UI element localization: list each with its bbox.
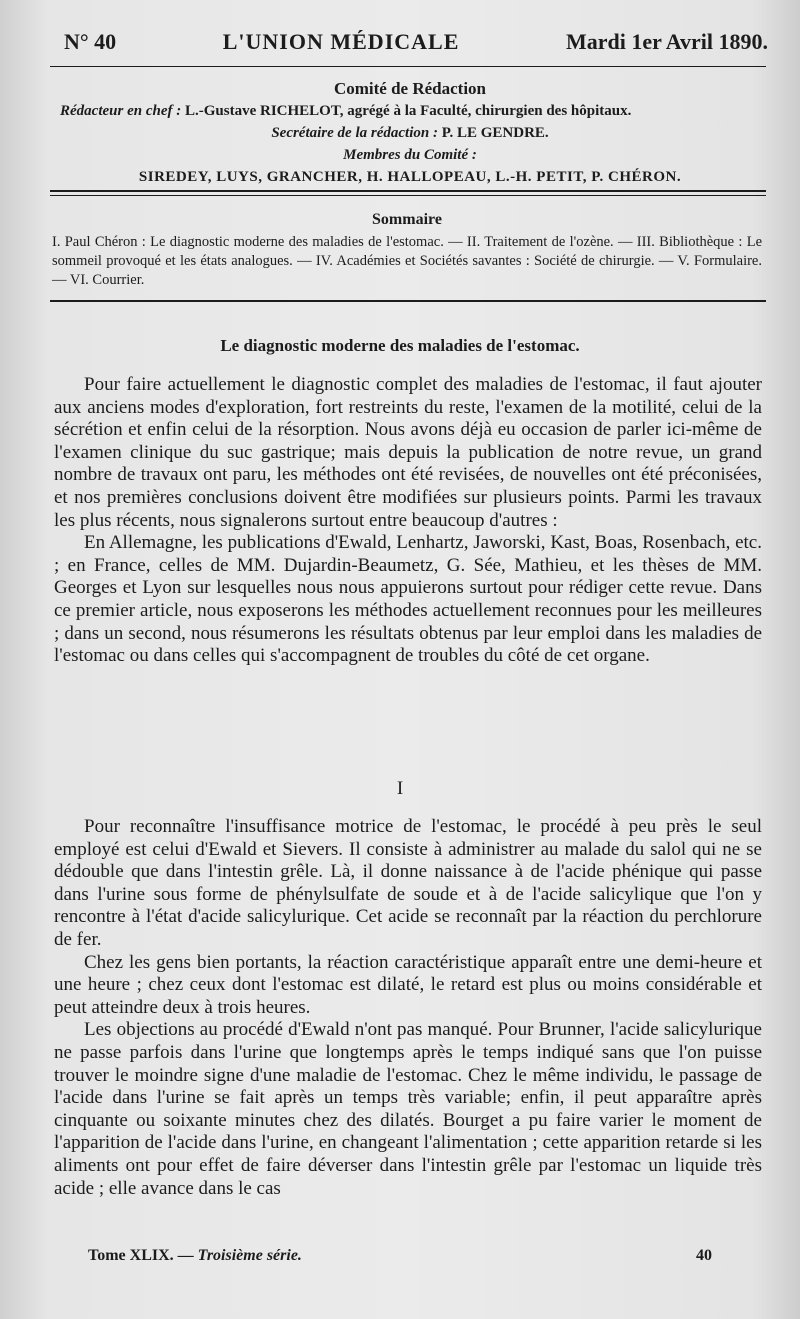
article-section-body [54,816,762,1200]
committee-block [60,78,760,188]
committee-title: Comité de Rédaction [333,79,487,98]
page-number: 40 [696,1247,712,1264]
paragraph: Les objections au procédé d'Ewald n'ont pas manqué. Pour Brunner, l'acide salicylurique ne passe parfois dans l'urine que longtemps après le temps indiqué sans que l'on puisse trouver le moindre signe d'une maladie de l'estomac. Chez le même individu, le passage de l'acide dans l'urine se fait après un temps très variable; enfin, il peut apparaître après cinquante ou soixante minutes chez des dilatés. Bourget a pu faire varier le moment de l'apparition de l'acide dans l'urine, en changeant l'alimentation ; cette apparition retarde si les aliments ont pour effet de faire déverser dans l'intestin grêle par l'estomac un liquide très acide ; elle avance dans le cas [54,1019,762,1199]
chef-label: Rédacteur en chef : [60,103,182,119]
issue-number: N° 40 [64,29,117,54]
secretaire-name: P. LE GENDRE. [441,125,549,141]
tome-label: Tome XLIX. — [88,1247,194,1264]
sommaire-title: Sommaire [372,211,442,228]
committee-rule-top [50,190,766,192]
paragraph: Pour faire actuellement le diagnostic complet des maladies de l'estomac, il faut ajouter aux anciens modes d'exploration, fort restreints du reste, l'examen de la motilité, celui de la sécrétion et enfin celui de la résorption. Nous avons déjà eu occasion de parler ici-même de l'examen clinique du suc gastrique; mais depuis la publication de notre revue, un grand nombre de travaux ont paru, les méthodes ont été revisées, de nouvelles ont été préconisées, et nos premières conclusions doivent être modifiées sur plusieurs points. Parmi les travaux les plus récents, nous signalerons surtout entre beaucoup d'autres : [54,374,762,531]
chef-line [60,100,760,122]
serie-label: Troisième série. [197,1247,302,1264]
committee-rule-bottom [50,195,766,196]
chef-text: L.-Gustave RICHELOT, agrégé à la Faculté, chirurgien des hôpitaux. [184,103,632,119]
article-intro [54,374,762,668]
article-title: Le diagnostic moderne des maladies de l'estomac. [220,336,580,355]
membres-label: Membres du Comité : [343,147,477,163]
issue-date: Mardi 1er Avril 1890. [565,29,768,54]
sommaire-block [52,210,762,290]
secretaire-label: Secrétaire de la rédaction : [271,125,438,141]
journal-title: L'UNION MÉDICALE [222,29,460,54]
paragraph: Pour reconnaître l'insuffisance motrice de l'estomac, le procédé à peu près le seul employé est celui d'Ewald et Sievers. Il consiste à administrer au malade du salol qui ne se dédouble que dans l'intestin grêle. Là, il donne naissance à de l'acide phénique qui passe dans l'urine sous forme de phénylsulfate de soude et à de l'acide salicylique que l'on y rencontre à l'état d'acide salicylurique. Cet acide se reconnaît par la réaction du perchlorure de fer. [54,816,762,950]
sommaire-text: I. Paul Chéron : Le diagnostic moderne des maladies de l'estomac. — II. Traitement de l'ozène. — III. Bibliothèque : Le sommeil provoqué et les états analogues. — IV. Académies et Sociétés savantes : Société de chirurgie. — V. Formulaire. — VI. Courrier. [52,234,762,288]
page-header [64,22,768,62]
footer-tome [88,1247,302,1265]
membres-names: SIREDEY, LUYS, GRANCHER, H. HALLOPEAU, L.-H. PETIT, P. CHÉRON. [138,169,682,185]
paragraph: Chez les gens bien portants, la réaction caractéristique apparaît entre une demi-heure et une heure ; chez ceux dont l'estomac est dilaté, le retard est plus ou moins considérable et peut atteindre deux à trois heures. [54,951,762,1018]
sommaire-rule [50,300,766,302]
page-footer [88,1247,712,1265]
secretaire-line [60,122,760,144]
paragraph: En Allemagne, les publications d'Ewald, Lenhartz, Jaworski, Kast, Boas, Rosenbach, etc. ; en France, celles de MM. Dujardin-Beaumetz, G. Sée, Mathieu, et les thèses de MM. Georges et Lyon sur lesquelles nous nous appuierons surtout pour rédiger cette revue. Dans ce premier article, nous exposerons les méthodes actuellement reconnues pour les meilleures ; dans un second, nous résumerons les résultats obtenus par leur emploi dans les maladies de l'estomac ou dans celles qui s'accompagnent de troubles du côté de cet organe. [54,532,762,667]
header-rule [50,66,766,67]
section-number: I [396,778,404,799]
